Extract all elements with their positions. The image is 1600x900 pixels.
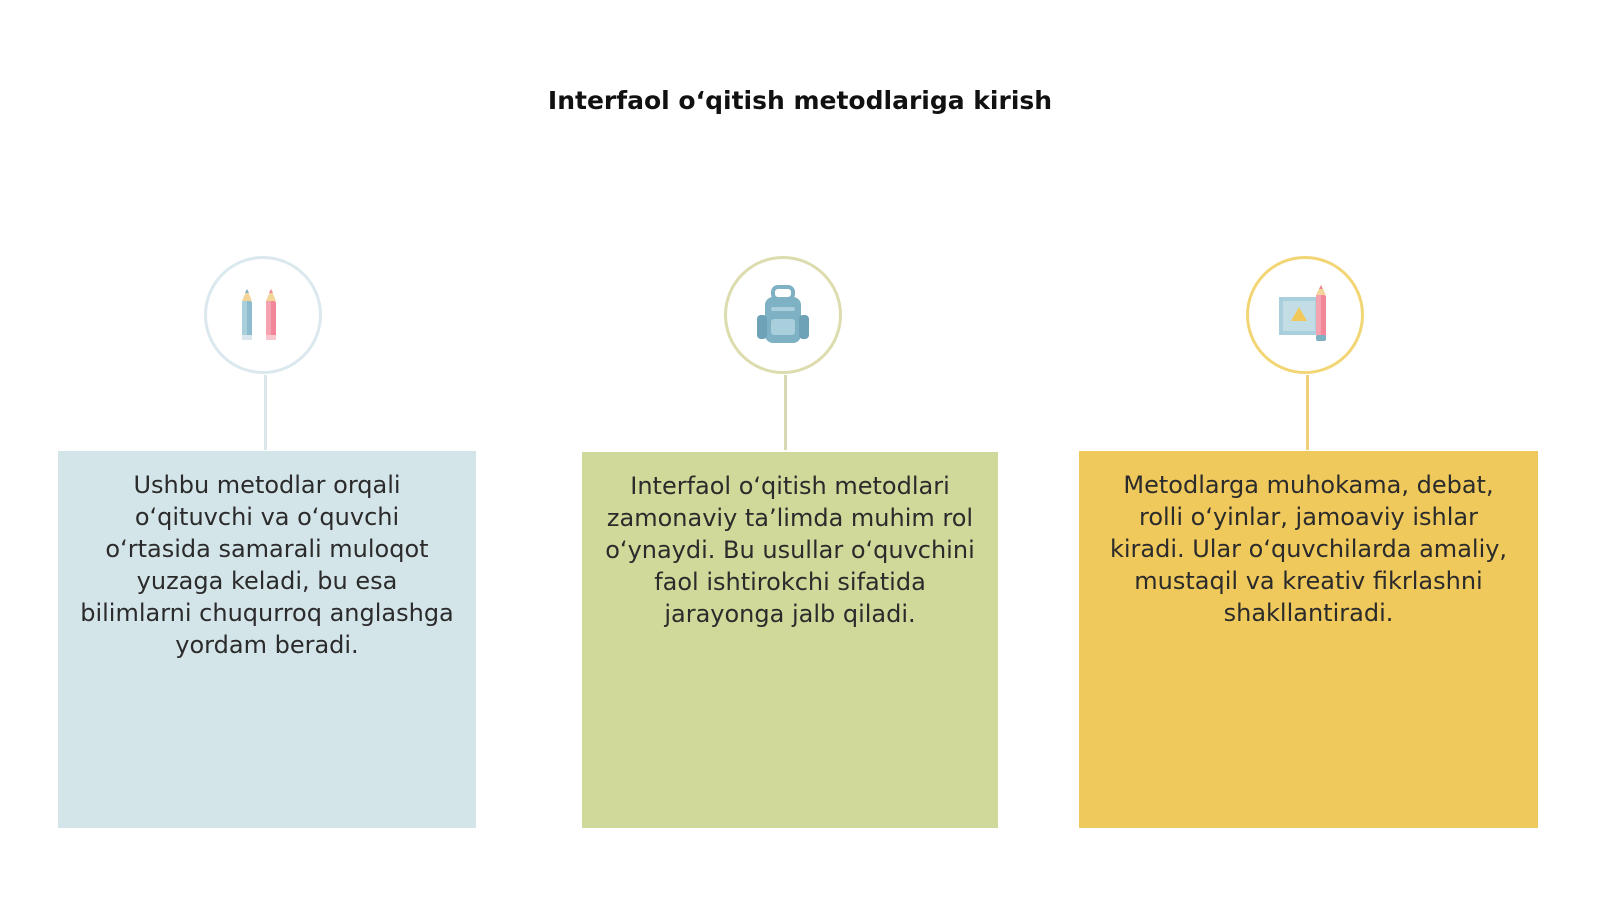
icon-circle-2 xyxy=(724,256,842,374)
info-card-3-text: Metodlarga muhokama, debat, rolli o‘yinlar, jamoaviy ishlar kiradi. Ular o‘quvchilarda amaliy, mustaqil va kreativ fikrlashni shakllantiradi. xyxy=(1109,471,1508,627)
info-card-3 xyxy=(1079,451,1538,828)
info-card-1 xyxy=(58,451,476,828)
icon-circle-3 xyxy=(1246,256,1364,374)
info-card-1-text: Ushbu metodlar orqali o‘qituvchi va o‘quvchi o‘rtasida samarali muloqot yuzaga keladi, bu esa bilimlarni chuqurroq anglashga yordam beradi. xyxy=(80,471,454,659)
info-card-2-text: Interfaol o‘qitish metodlari zamonaviy ta’limda muhim rol o‘ynaydi. Bu usullar o‘quvchini faol ishtirokchi sifatida jarayonga jalb qiladi. xyxy=(605,472,975,628)
connector-line-1 xyxy=(264,375,267,450)
info-card-2 xyxy=(582,452,998,828)
drawing-pencil-icon xyxy=(1273,283,1337,347)
icon-circle-1 xyxy=(204,256,322,374)
connector-line-2 xyxy=(784,375,787,450)
colored-pencils-icon xyxy=(233,283,293,347)
slide-title: Interfaol o‘qitish metodlariga kirish xyxy=(547,86,1053,115)
backpack-icon xyxy=(751,283,815,347)
connector-line-3 xyxy=(1306,375,1309,450)
